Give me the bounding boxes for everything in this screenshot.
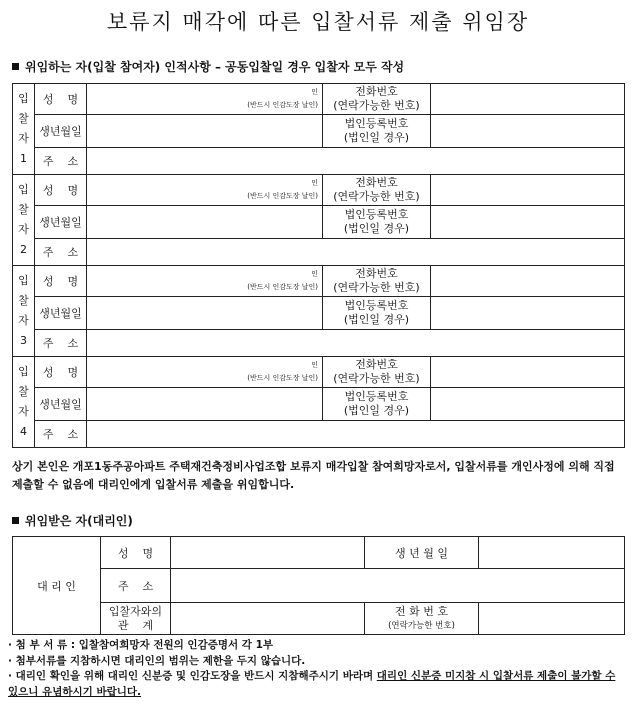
name-label: 성 명 — [35, 84, 87, 115]
bidder-label-char: 찰 — [18, 385, 29, 398]
phone-label — [323, 357, 431, 388]
name-field[interactable] — [87, 266, 323, 297]
agent-address-field[interactable] — [171, 569, 625, 603]
bidder-label-char: 자 — [18, 132, 29, 145]
seal-mark: 인 — [311, 361, 318, 369]
phone-field[interactable] — [431, 175, 625, 206]
section2-heading — [12, 512, 133, 529]
bidder-label-char: 2 — [20, 243, 27, 256]
address-field[interactable] — [87, 330, 625, 357]
corp-label — [323, 388, 431, 421]
corp-label-line1: 법인등록번호 — [344, 208, 409, 221]
birth-label: 생년월일 — [35, 297, 87, 330]
bidder-label-char: 자 — [18, 223, 29, 236]
agent-name-label: 성 명 — [101, 537, 171, 569]
bidder-row-birth — [13, 388, 625, 421]
bidder-label — [13, 357, 35, 448]
bidder-label — [13, 266, 35, 357]
bidders-table — [12, 83, 625, 448]
address-label: 주 소 — [35, 330, 87, 357]
name-field[interactable] — [87, 357, 323, 388]
seal-note: (반드시 인감도장 날인) — [247, 374, 318, 382]
agent-relation-field[interactable] — [171, 603, 365, 635]
agent-birth-label: 생 년 월 일 — [365, 537, 479, 569]
bidder-label-char: 입 — [18, 365, 29, 378]
agent-phone-field[interactable] — [479, 603, 625, 635]
birth-field[interactable] — [87, 388, 323, 421]
corp-field[interactable] — [431, 206, 625, 239]
corp-field[interactable] — [431, 115, 625, 148]
corp-label-line2: (법인일 경우) — [343, 313, 410, 326]
birth-field[interactable] — [87, 206, 323, 239]
bidder-row-name — [13, 84, 625, 115]
delegation-statement: 상기 본인은 개포1동주공아파트 주택재건축정비사업조합 보류지 매각입찰 참여희망자로서, 입찰서류를 개인사정에 의해 직접 제출할 수 없음에 대리인에게 입찰서류 제출을 위임합니다. — [12, 460, 615, 491]
phone-field[interactable] — [431, 84, 625, 115]
name-label: 성 명 — [35, 357, 87, 388]
corp-label-line1: 법인등록번호 — [344, 390, 409, 403]
name-label: 성 명 — [35, 175, 87, 206]
section2-heading-text: 위임받은 자(대리인) — [25, 514, 133, 528]
corp-field[interactable] — [431, 297, 625, 330]
bidder-label-char: 3 — [20, 334, 27, 347]
seal-note: (반드시 인감도장 날인) — [247, 192, 318, 200]
bidder-label — [13, 84, 35, 175]
note-id-required — [8, 669, 628, 700]
phone-label-line1: 전화번호 — [355, 358, 398, 371]
phone-label-line2: (연락가능한 번호) — [333, 190, 420, 203]
seal-note: (반드시 인감도장 날인) — [247, 101, 318, 109]
address-field[interactable] — [87, 421, 625, 448]
address-label: 주 소 — [35, 239, 87, 266]
relation-line2: 관 계 — [117, 618, 154, 632]
agent-name-field[interactable] — [171, 537, 365, 569]
corp-label-line2: (법인일 경우) — [343, 131, 410, 144]
phone-label-line1: 전화번호 — [355, 85, 398, 98]
name-field[interactable] — [87, 175, 323, 206]
phone-label-line1: 전화번호 — [355, 267, 398, 280]
bidder-row-name — [13, 175, 625, 206]
name-field[interactable] — [87, 84, 323, 115]
phone-label — [323, 84, 431, 115]
seal-mark: 인 — [311, 270, 318, 278]
corp-label — [323, 115, 431, 148]
phone-label — [323, 175, 431, 206]
agent-phone-line1: 전 화 번 호 — [395, 604, 448, 618]
agent-table — [12, 536, 625, 635]
bidder-label-char: 1 — [20, 152, 27, 165]
bidder-row-birth — [13, 206, 625, 239]
bidder-label-char: 찰 — [18, 294, 29, 307]
phone-label-line2: (연락가능한 번호) — [333, 99, 420, 112]
corp-label — [323, 206, 431, 239]
corp-label-line2: (법인일 경우) — [343, 404, 410, 417]
notes — [8, 638, 628, 700]
birth-label: 생년월일 — [35, 115, 87, 148]
bidder-row-address — [13, 239, 625, 266]
address-field[interactable] — [87, 239, 625, 266]
agent-relation-label — [101, 603, 171, 635]
corp-field[interactable] — [431, 388, 625, 421]
bidder-row-name — [13, 266, 625, 297]
bidder-label-char: 입 — [18, 274, 29, 287]
bidder-label-char: 입 — [18, 183, 29, 196]
bidder-label-char: 자 — [18, 405, 29, 418]
seal-note: (반드시 인감도장 날인) — [247, 283, 318, 291]
bidder-row-address — [13, 330, 625, 357]
corp-label-line1: 법인등록번호 — [344, 117, 409, 130]
corp-label-line1: 법인등록번호 — [344, 299, 409, 312]
bidder-label-char: 찰 — [18, 203, 29, 216]
note-attachments: · 첨 부 서 류 : 입찰참여희망자 전원의 인감증명서 각 1부 — [8, 639, 274, 651]
note-id-underlined: 대리인 신분증 미지참 시 입찰서류 제출이 불가할 수 있으니 유념하시기 바랍니다. — [8, 670, 616, 698]
agent-label: 대 리 인 — [13, 537, 101, 635]
agent-phone-line2: (연락가능한 번호) — [388, 620, 455, 631]
name-label: 성 명 — [35, 266, 87, 297]
agent-birth-field[interactable] — [479, 537, 625, 569]
address-label: 주 소 — [35, 148, 87, 175]
bullet-square-icon — [12, 63, 19, 70]
bidder-label-char: 입 — [18, 92, 29, 105]
seal-mark: 인 — [311, 88, 318, 96]
phone-field[interactable] — [431, 357, 625, 388]
birth-field[interactable] — [87, 297, 323, 330]
section1-heading — [12, 58, 404, 75]
corp-label — [323, 297, 431, 330]
bidder-label-char: 찰 — [18, 112, 29, 125]
bidder-label-char: 4 — [20, 425, 27, 438]
seal-mark: 인 — [311, 179, 318, 187]
section1-heading-text: 위임하는 자(입찰 참여자) 인적사항 – 공동입찰일 경우 입찰자 모두 작성 — [25, 60, 405, 74]
agent-address-label: 주 소 — [101, 569, 171, 603]
note-id-plain: · 대리인 확인을 위해 대리인 신분증 및 인감도장을 반드시 지참해주시기 바라며 — [8, 670, 377, 682]
birth-field[interactable] — [87, 115, 323, 148]
birth-label: 생년월일 — [35, 206, 87, 239]
bidder-row-birth — [13, 115, 625, 148]
address-field[interactable] — [87, 148, 625, 175]
page-title: 보류지 매각에 따른 입찰서류 제출 위임장 — [106, 10, 530, 34]
relation-line1: 입찰자와의 — [108, 604, 163, 618]
bidder-row-name — [13, 357, 625, 388]
corp-label-line2: (법인일 경우) — [343, 222, 410, 235]
bullet-square-icon — [12, 517, 19, 524]
bidder-label-char: 자 — [18, 314, 29, 327]
agent-phone-label — [365, 603, 479, 635]
note-agent-scope: · 첨부서류를 지참하시면 대리인의 범위는 제한을 두지 않습니다. — [8, 654, 306, 667]
phone-label — [323, 266, 431, 297]
bidder-label — [13, 175, 35, 266]
phone-label-line2: (연락가능한 번호) — [333, 281, 420, 294]
phone-label-line2: (연락가능한 번호) — [333, 372, 420, 385]
phone-label-line1: 전화번호 — [355, 176, 398, 189]
bidder-row-address — [13, 148, 625, 175]
address-label: 주 소 — [35, 421, 87, 448]
bidder-row-address — [13, 421, 625, 448]
phone-field[interactable] — [431, 266, 625, 297]
birth-label: 생년월일 — [35, 388, 87, 421]
bidder-row-birth — [13, 297, 625, 330]
